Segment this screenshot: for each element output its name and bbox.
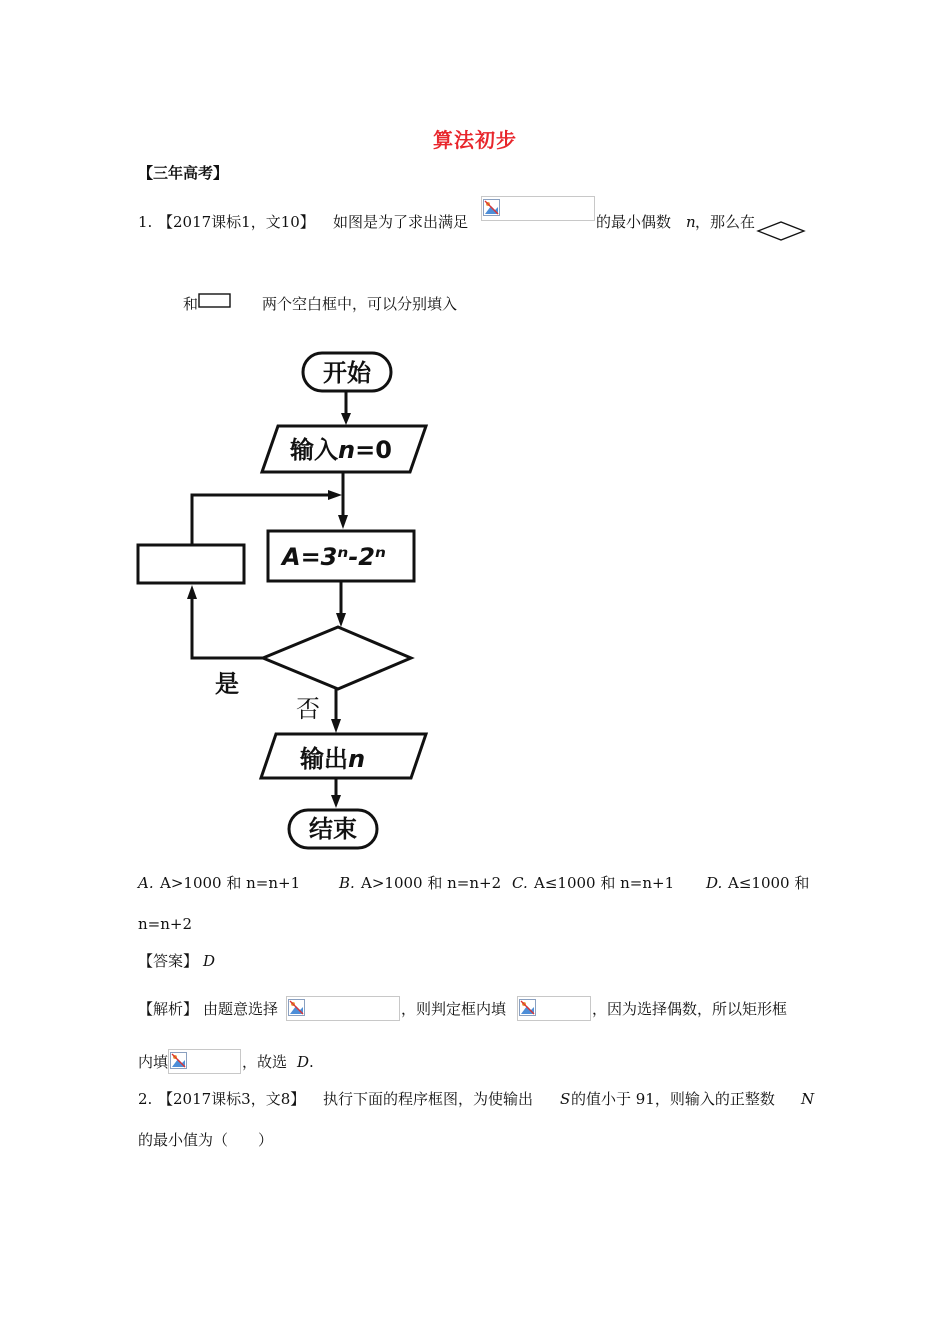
broken-image-icon <box>483 199 500 216</box>
q2-var-n: N <box>801 1090 815 1108</box>
rectangle-shape-icon <box>198 293 232 309</box>
q2-var-s: S <box>560 1090 571 1108</box>
broken-image-icon <box>170 1052 187 1069</box>
process-label: A=3ⁿ-2ⁿ <box>282 543 386 571</box>
analysis-end: . <box>309 1053 314 1071</box>
broken-image-icon <box>288 999 305 1016</box>
formula-image-placeholder <box>481 196 595 221</box>
option-d-text: A≤1000 和 <box>728 874 810 892</box>
q1-text-after: 的最小偶数 <box>596 213 672 231</box>
page-title: 算法初步 <box>433 128 517 152</box>
q1-var-n: n <box>686 213 696 231</box>
no-label: 否 <box>296 695 320 723</box>
q2-text-3: 的最小值为（ ） <box>138 1131 274 1149</box>
formula-image-placeholder <box>168 1049 241 1074</box>
q1-text-before: 如图是为了求出满足 <box>333 213 469 231</box>
answer-label: 【答案】 <box>138 952 199 970</box>
q1-source: 【2017课标1，文10】 <box>158 213 315 231</box>
analysis-text-1: 由题意选择 <box>203 1000 279 1018</box>
decision-diamond <box>263 627 411 689</box>
output-label: 输出n <box>300 745 366 773</box>
analysis-text-3: ，因为选择偶数，所以矩形框 <box>592 1000 788 1018</box>
analysis-label: 【解析】 <box>138 1000 199 1018</box>
empty-process-box <box>138 545 244 583</box>
analysis-text-2: ，则判定框内填 <box>401 1000 507 1018</box>
analysis-choice: D <box>297 1053 310 1071</box>
q1-line2-text: 两个空白框中，可以分别填入 <box>262 295 458 313</box>
q2-text-1: 执行下面的程序框图，为使输出 <box>323 1090 534 1108</box>
section-header: 【三年高考】 <box>138 164 229 182</box>
option-c-label: C. <box>512 874 528 892</box>
option-d-continued: n=n+2 <box>138 915 193 933</box>
q2-source: 【2017课标3，文8】 <box>158 1090 306 1108</box>
start-label: 开始 <box>323 359 371 387</box>
q1-number: 1. <box>138 213 153 231</box>
end-label: 结束 <box>309 815 357 843</box>
option-c-text: A≤1000 和 n=n+1 <box>534 874 675 892</box>
analysis-text-5: ，故选 <box>242 1053 288 1071</box>
formula-image-placeholder <box>286 996 400 1021</box>
option-a-label: A. <box>138 874 154 892</box>
option-b-label: B. <box>339 874 355 892</box>
flowchart <box>130 345 430 855</box>
option-d-label: D. <box>706 874 723 892</box>
input-label: 输入n=0 <box>290 436 392 464</box>
formula-image-placeholder <box>517 996 591 1021</box>
q2-text-2: 的值小于 91，则输入的正整数 <box>571 1090 775 1108</box>
broken-image-icon <box>519 999 536 1016</box>
q1-line2-prefix: 和 <box>183 295 199 313</box>
q2-number: 2. <box>138 1090 153 1108</box>
yes-label: 是 <box>215 670 239 698</box>
diamond-shape-icon <box>756 220 806 242</box>
q1-text-after2: ，那么在 <box>695 213 756 231</box>
option-a-text: A>1000 和 n=n+1 <box>160 874 301 892</box>
option-b-text: A>1000 和 n=n+2 <box>361 874 502 892</box>
analysis-text-4: 内填 <box>138 1053 169 1071</box>
answer-value: D <box>203 952 216 970</box>
